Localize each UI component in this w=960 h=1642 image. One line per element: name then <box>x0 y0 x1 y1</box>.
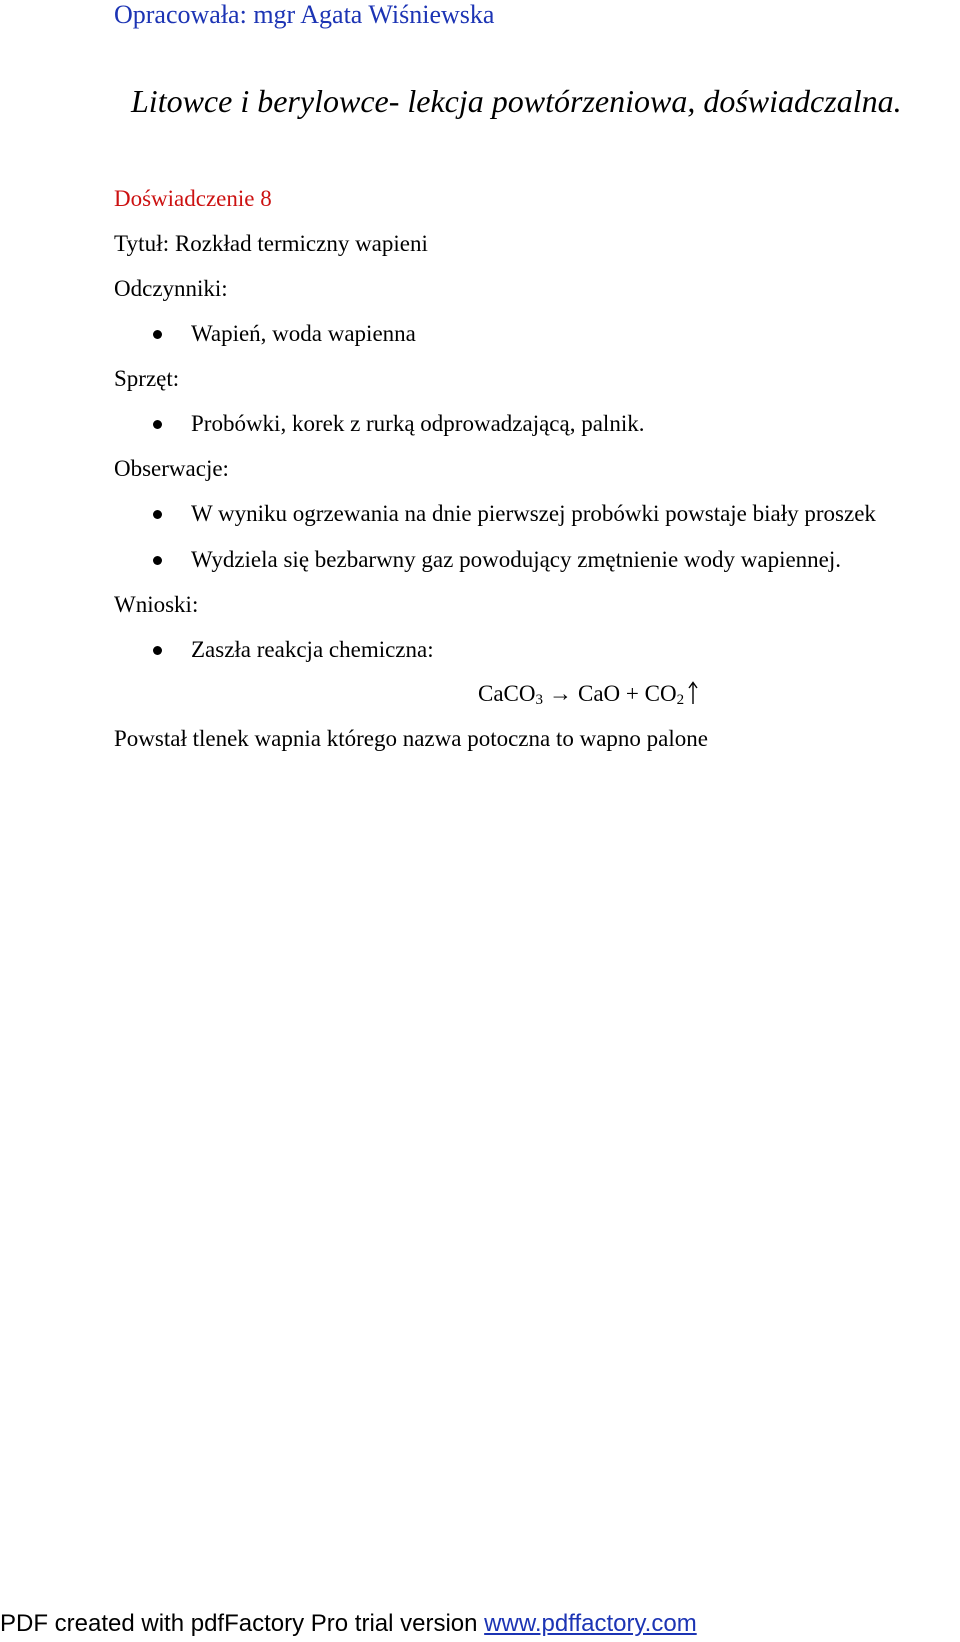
footer-text: PDF created with pdfFactory Pro trial version <box>0 1610 485 1637</box>
document-title: Litowce i berylowce- lekcja powtórzeniowa, doświadczalna. <box>131 83 902 119</box>
bullet-icon <box>153 556 162 565</box>
equation-product-subscript: 2 <box>676 692 685 708</box>
observation-text: W wyniku ogrzewania na dnie pierwszej probówki powstaje biały proszek <box>191 501 876 526</box>
footer-link[interactable]: www.pdffactory.com <box>484 1610 697 1637</box>
experiment-title-line <box>114 230 428 258</box>
equation-products: CaO + CO <box>578 681 677 706</box>
title-label: Tytuł: <box>114 231 170 256</box>
equation-reactant: CaCO <box>478 681 536 706</box>
reaction-arrow-icon: → <box>549 681 572 706</box>
conclusions-label: Wnioski: <box>114 592 199 617</box>
bullet-icon <box>153 330 162 339</box>
observations-label: Obserwacje: <box>114 456 229 481</box>
conclusion-text: Zaszła reakcja chemiczna: <box>191 637 434 662</box>
gas-evolution-arrow-icon <box>688 681 698 705</box>
bullet-icon <box>153 510 162 519</box>
reagents-label: Odczynniki: <box>114 276 228 301</box>
reagent-text: Wapień, woda wapienna <box>191 321 416 346</box>
author-line: Opracowała: mgr Agata Wiśniewska <box>114 0 495 29</box>
pdf-footer <box>0 1609 697 1639</box>
equipment-label: Sprzęt: <box>114 366 180 391</box>
summary-line: Powstał tlenek wapnia którego nazwa potoczna to wapno palone <box>114 726 708 751</box>
experiment-number: Doświadczenie 8 <box>114 186 272 211</box>
bullet-icon <box>153 646 162 655</box>
equation-reactant-subscript: 3 <box>535 692 543 708</box>
bullet-icon <box>153 420 162 429</box>
observation-text: Wydziela się bezbarwny gaz powodujący zmętnienie wody wapiennej. <box>191 547 842 572</box>
equipment-text: Probówki, korek z rurką odprowadzającą, palnik. <box>191 411 645 436</box>
title-value: Rozkład termiczny wapieni <box>169 231 428 256</box>
chemical-equation <box>478 680 698 708</box>
